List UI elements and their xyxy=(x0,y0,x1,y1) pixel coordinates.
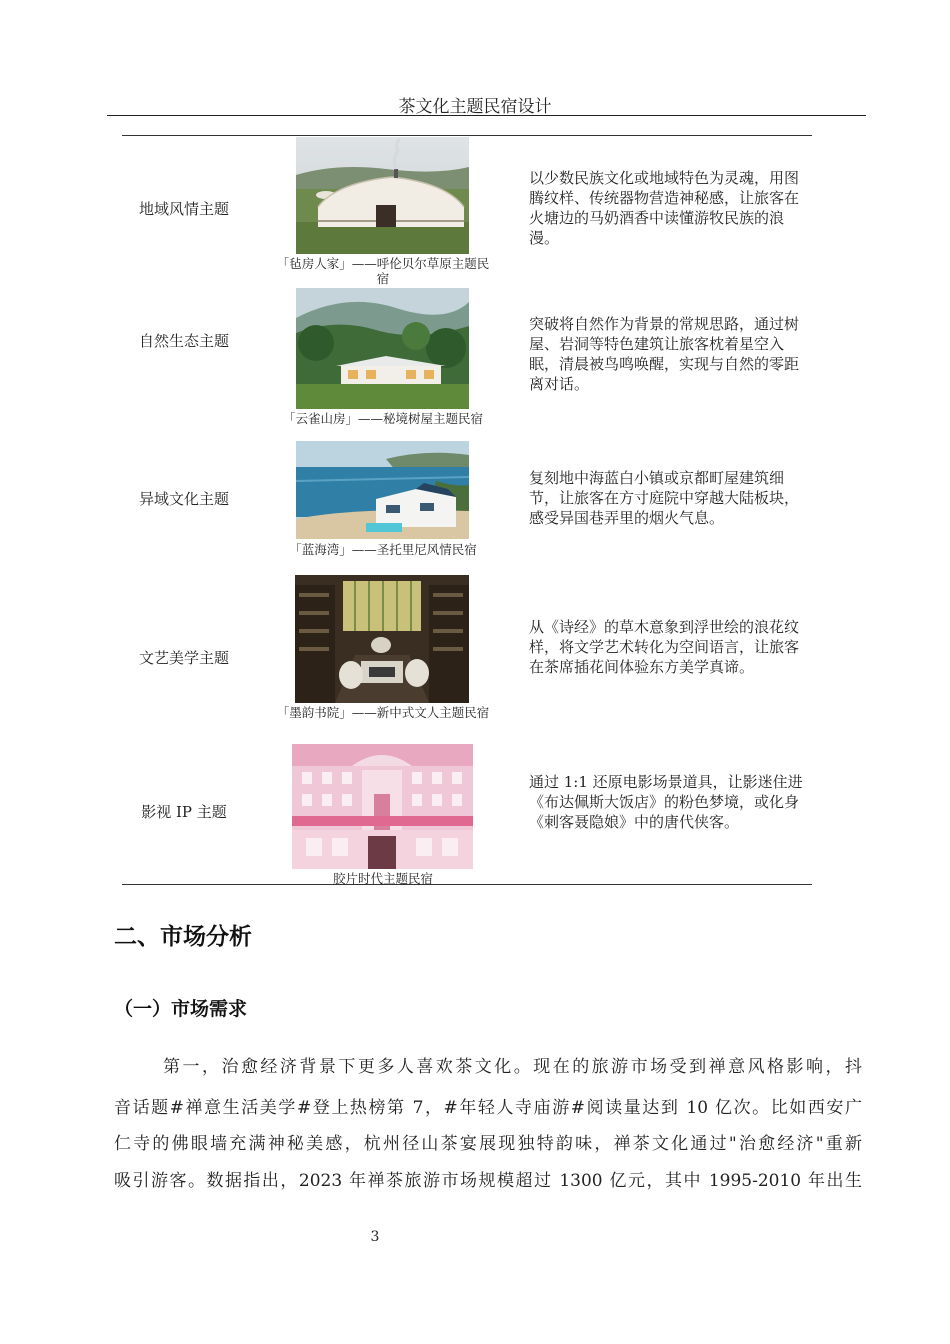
yurt-photo xyxy=(296,137,469,254)
caption-line: 「蓝海湾」——圣托里尼风情民宿 xyxy=(289,542,477,557)
header-rule xyxy=(107,115,866,116)
photo-caption-film-ip xyxy=(255,871,511,886)
seaside-villa-photo xyxy=(296,441,469,539)
caption-line: 宿 xyxy=(376,271,390,286)
caption-line: 「毡房人家」——呼伦贝尔草原主题民 xyxy=(276,256,490,271)
paragraph-line: 仁寺的佛眼墙充满神秘美感，杭州径山茶宴展现独特韵味，禅茶文化通过"治愈经济"重新 xyxy=(114,1134,862,1154)
pink-hotel-photo xyxy=(292,744,473,869)
caption-line: 「墨韵书院」——新中式文人主题民宿 xyxy=(276,705,490,720)
treehouse-photo xyxy=(296,288,469,409)
theme-desc-ecology: 突破将自然作为背景的常规思路，通过树屋、岩洞等特色建筑让旅客枕着星空入眠，清晨被鸟鸣唤醒，实现与自然的零距离对话。 xyxy=(529,315,800,393)
caption-line: 胶片时代主题民宿 xyxy=(332,871,433,886)
photo-caption-literary xyxy=(255,705,511,720)
study-hall-photo xyxy=(295,575,469,703)
photo-caption-exotic xyxy=(255,542,511,557)
theme-name-literary: 文艺美学主题 xyxy=(138,649,229,667)
theme-desc-exotic: 复刻地中海蓝白小镇或京都町屋建筑细节，让旅客在方寸庭院中穿越大陆板块，感受异国巷弄里的烟火气息。 xyxy=(529,469,800,527)
theme-desc-regional: 以少数民族文化或地域特色为灵魂，用图腾纹样、传统器物营造神秘感，让旅客在火塘边的马奶酒香中读懂游牧民族的浪漫。 xyxy=(529,169,800,247)
paragraph-line: 第一，治愈经济背景下更多人喜欢茶文化。现在的旅游市场受到禅意风格影响，抖 xyxy=(163,1057,862,1077)
photo-caption-regional xyxy=(255,256,511,286)
theme-desc-film-ip: 通过 1:1 还原电影场景道具，让影迷住进《布达佩斯大饭店》的粉色梦境，或化身《刺客聂隐娘》中的唐代侠客。 xyxy=(529,773,803,831)
paragraph-line: 音话题#禅意生活美学#登上热榜第 7，#年轻人寺庙游#阅读量达到 10 亿次。比如西安广 xyxy=(114,1098,862,1118)
photo-caption-ecology xyxy=(255,411,511,426)
table-top-rule xyxy=(122,135,812,136)
theme-desc-literary: 从《诗经》的草木意象到浮世绘的浪花纹样，将文学艺术转化为空间语言，让旅客在茶席插花间体验东方美学真谛。 xyxy=(529,618,800,676)
paragraph-line: 吸引游客。数据指出，2023 年禅茶旅游市场规模超过 1300 亿元，其中 1995-2010 年出生 xyxy=(114,1171,862,1191)
subsection-heading: （一）市场需求 xyxy=(114,998,248,1020)
theme-name-exotic: 异域文化主题 xyxy=(138,490,229,508)
section-heading: 二、市场分析 xyxy=(114,924,252,950)
theme-name-film-ip: 影视 IP 主题 xyxy=(141,803,227,821)
theme-name-regional: 地域风情主题 xyxy=(138,200,229,218)
running-header-title: 茶文化主题民宿设计 xyxy=(398,97,552,117)
theme-name-ecology: 自然生态主题 xyxy=(138,332,229,350)
page-number: 3 xyxy=(370,1229,380,1245)
caption-line: 「云雀山房」——秘境树屋主题民宿 xyxy=(282,411,483,426)
